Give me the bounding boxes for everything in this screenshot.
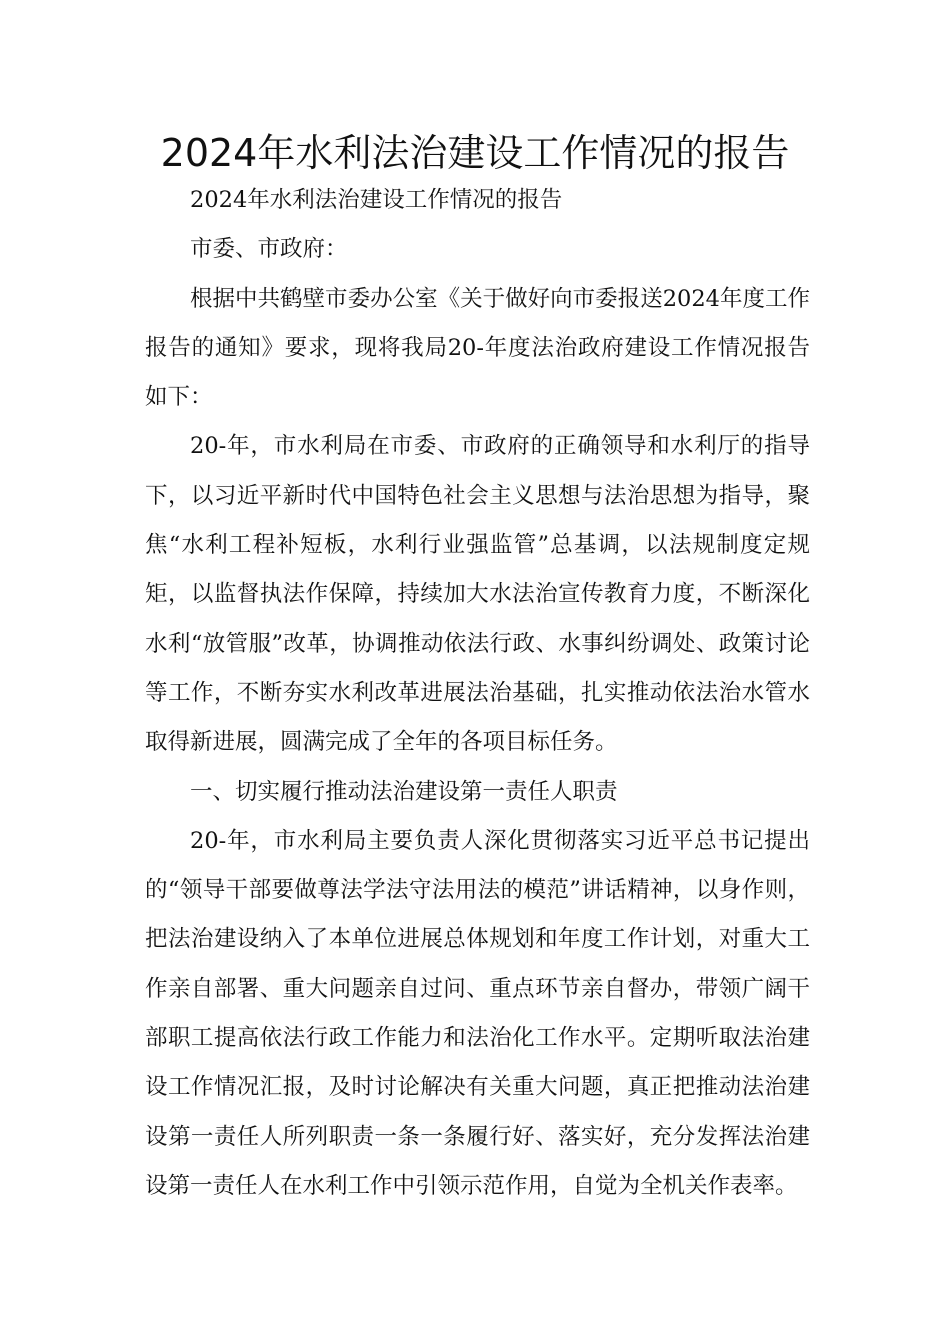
body-paragraph: 根据中共鹤壁市委办公室《关于做好向市委报送2024年度工作报告的通知》要求，现将我局20-年度法治政府建设工作情况报告如下： <box>145 285 810 411</box>
subtitle-paragraph: 2024年水利法治建设工作情况的报告 <box>190 187 563 213</box>
document-title: 2024年水利法治建设工作情况的报告 <box>160 131 790 175</box>
salutation-paragraph: 市委、市政府： <box>190 236 348 263</box>
section-heading: 一、切实履行推动法治建设第一责任人职责 <box>190 778 618 805</box>
body-paragraph: 20-年，市水利局主要负责人深化贯彻落实习近平总书记提出的“领导干部要做尊法学法守法用法的模范”讲话精神，以身作则，把法治建设纳入了本单位进展总体规划和年度工作计划，对重大工作亲自部署、重大问题亲自过问、重点环节亲自督办，带领广阔干部职工提高依法行政工作能力和法治化工作水平。定期听取法治建设工作情况汇报，及时讨论解决有关重大问题，真正把推动法治建设第一责任人所列职责一条一条履行好、落实好，充分发挥法治建设第一责任人在水利工作中引领示范作用，自觉为全机关作表率。 <box>145 827 810 1199</box>
document-body <box>145 176 810 1211</box>
body-paragraph: 20-年，市水利局在市委、市政府的正确领导和水利厅的指导下，以习近平新时代中国特色社会主义思想与法治思想为指导，聚焦“水利工程补短板，水利行业强监管”总基调，以法规制度定规矩，以监督执法作保障，持续加大水法治宣传教育力度，不断深化水利“放管服”改革，协调推动依法行政、水事纠纷调处、政策讨论等工作，不断夯实水利改革进展法治基础，扎实推动依法治水管水取得新进展，圆满完成了全年的各项目标任务。 <box>145 433 810 756</box>
